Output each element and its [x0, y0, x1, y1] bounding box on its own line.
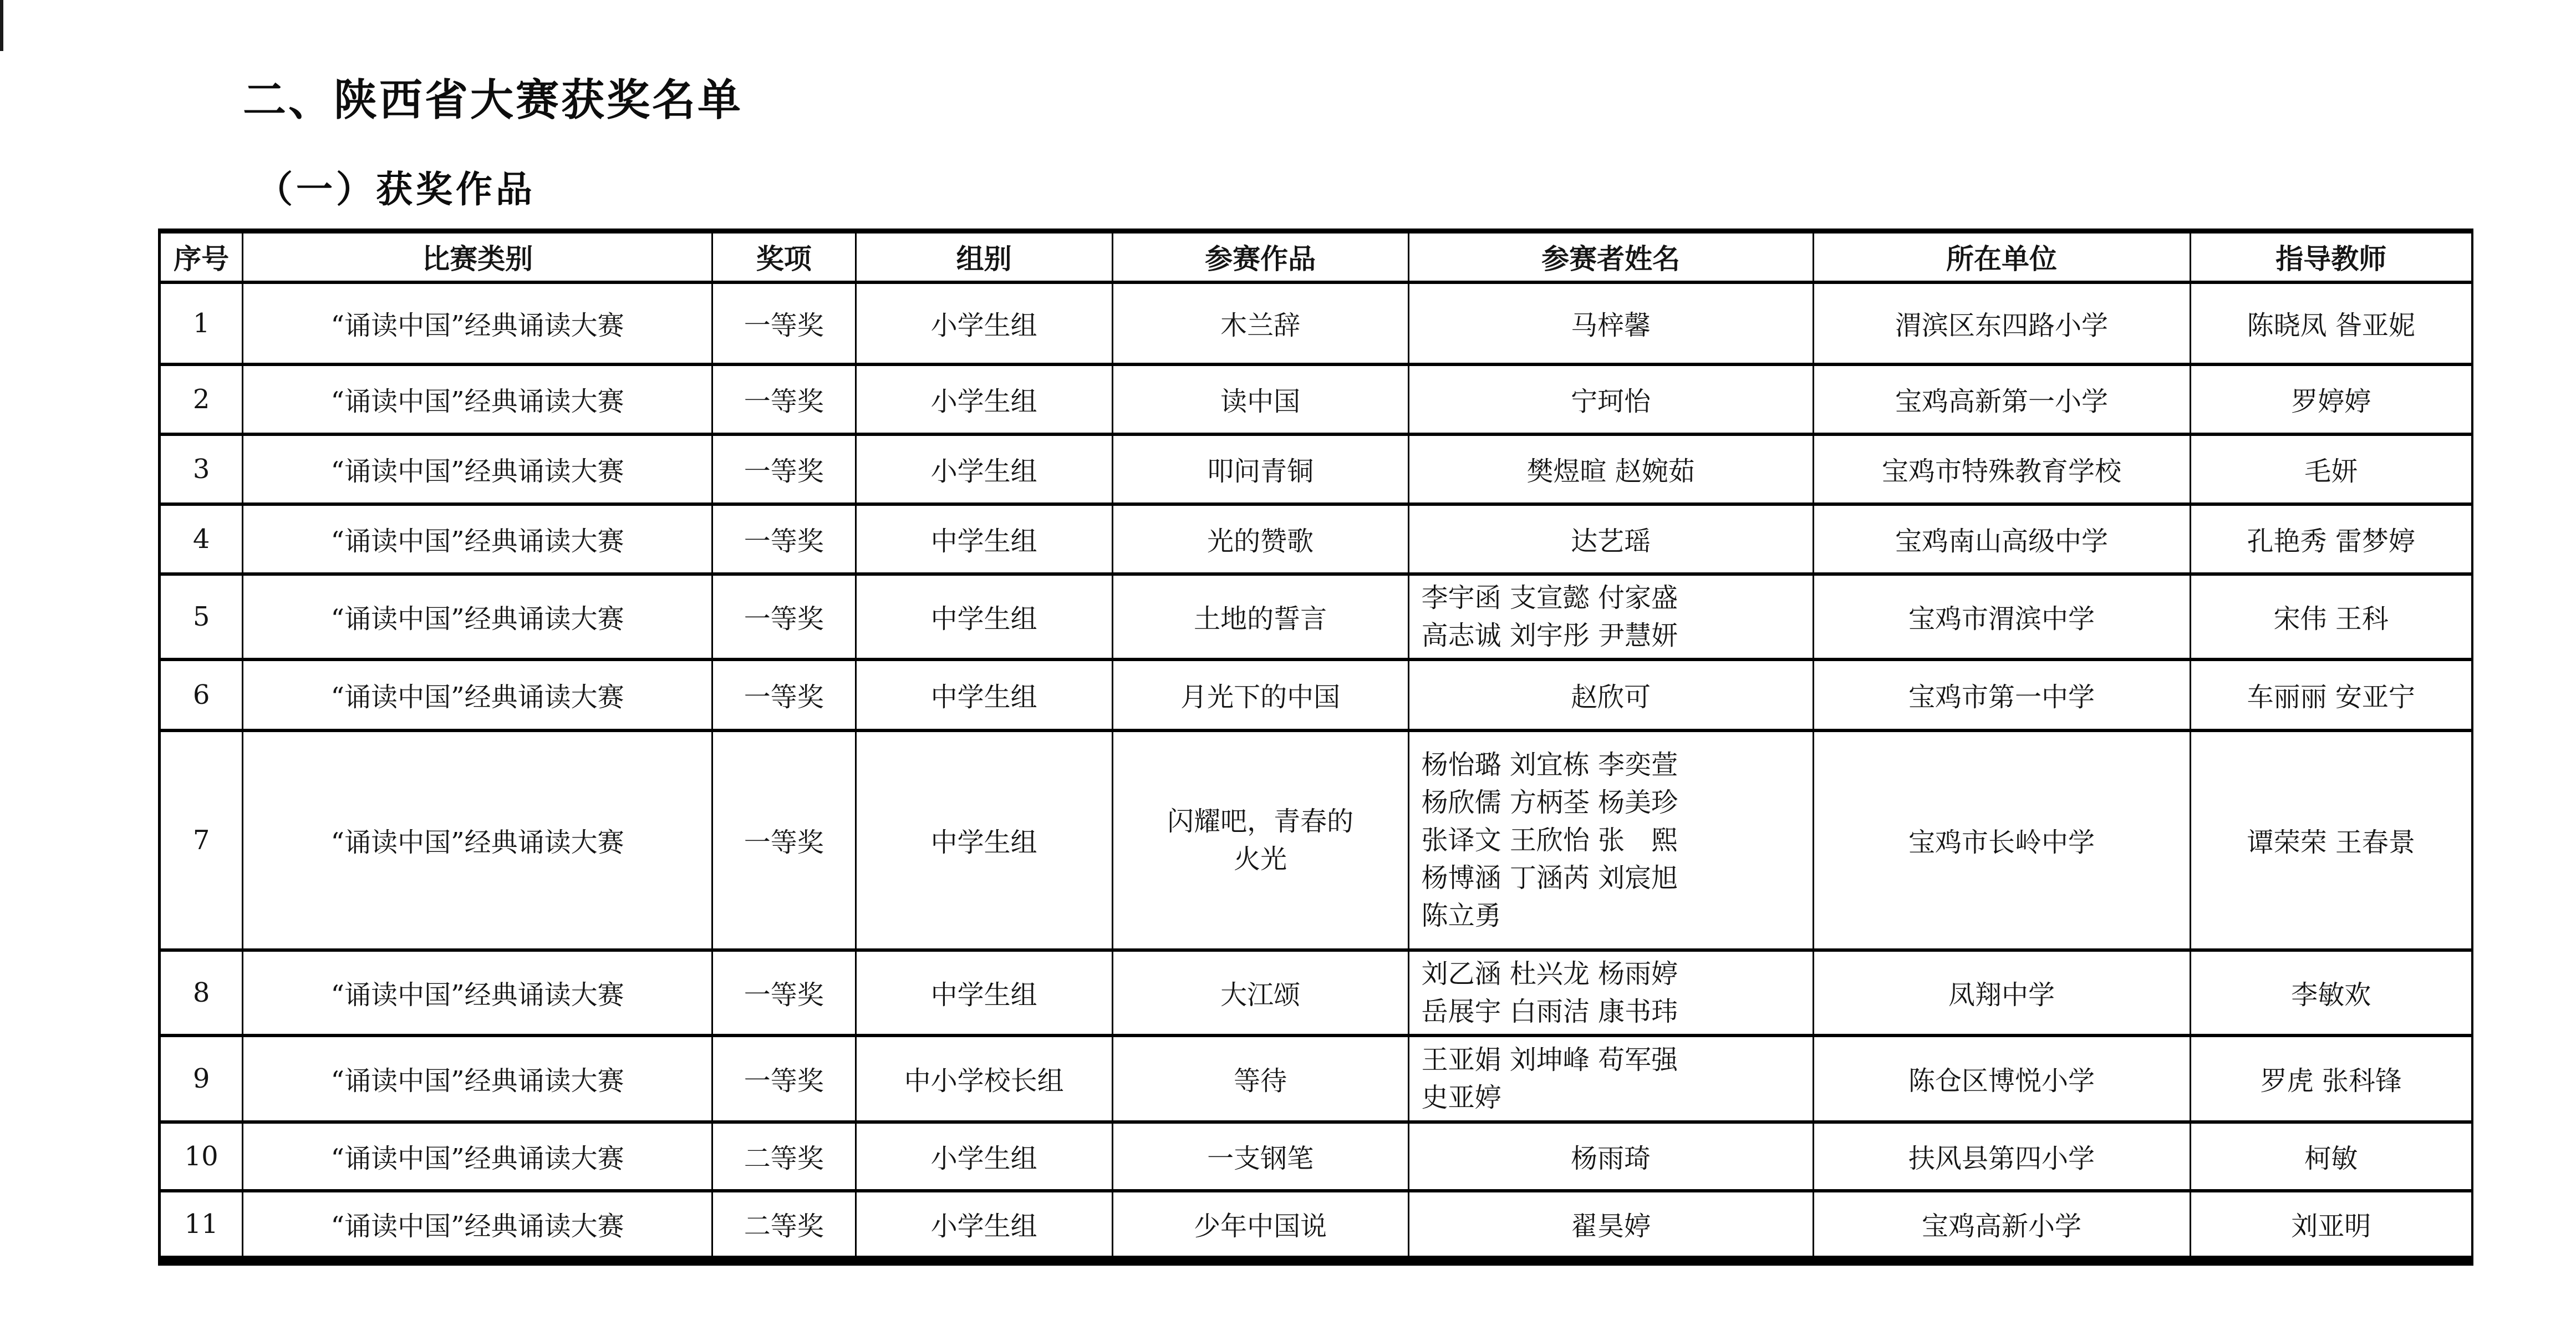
awards-table-header [160, 231, 2473, 282]
cell-no: 9 [160, 1035, 243, 1122]
cell-category: “诵读中国”经典诵读大赛 [243, 574, 712, 659]
cell-unit: 陈仓区博悦小学 [1813, 1035, 2190, 1122]
cell-award: 二等奖 [712, 1122, 856, 1191]
cell-unit: 渭滨区东四路小学 [1813, 282, 2190, 364]
cell-names: 王亚娟 刘坤峰 苟军强 史亚婷 [1408, 1035, 1813, 1122]
cell-no: 10 [160, 1122, 243, 1191]
cell-no: 2 [160, 364, 243, 434]
cell-no: 5 [160, 574, 243, 659]
cell-names: 马梓馨 [1408, 282, 1813, 364]
cell-group: 中学生组 [856, 659, 1112, 730]
cell-teachers: 车丽丽 安亚宁 [2190, 659, 2472, 730]
cell-group: 小学生组 [856, 364, 1112, 434]
table-row [160, 282, 2473, 364]
cell-no: 11 [160, 1191, 243, 1261]
table-body [160, 282, 2473, 1261]
cell-category: “诵读中国”经典诵读大赛 [243, 1122, 712, 1191]
cell-group: 小学生组 [856, 434, 1112, 504]
cell-teachers: 孔艳秀 雷梦婷 [2190, 504, 2472, 574]
header-category: 比赛类别 [243, 231, 712, 282]
header-unit: 所在单位 [1813, 231, 2190, 282]
cell-unit: 宝鸡南山高级中学 [1813, 504, 2190, 574]
section-title: 二、陕西省大赛获奖名单 [243, 75, 744, 125]
cell-teachers: 谭荣荣 王春景 [2190, 730, 2472, 950]
cell-work: 闪耀吧，青春的 火光 [1112, 730, 1408, 950]
cell-unit: 宝鸡高新第一小学 [1813, 364, 2190, 434]
cell-teachers: 李敏欢 [2190, 950, 2472, 1035]
table-row [160, 1122, 2473, 1191]
cell-group: 中学生组 [856, 950, 1112, 1035]
cell-unit: 凤翔中学 [1813, 950, 2190, 1035]
cell-category: “诵读中国”经典诵读大赛 [243, 504, 712, 574]
cell-teachers: 毛妍 [2190, 434, 2472, 504]
cell-category: “诵读中国”经典诵读大赛 [243, 434, 712, 504]
cell-names: 杨怡璐 刘宜栋 李奕萱 杨欣儒 方柄荃 杨美珍 张译文 王欣怡 张 熙 杨博涵 丁涵芮 刘宸旭 陈立勇 [1408, 730, 1813, 950]
cell-category: “诵读中国”经典诵读大赛 [243, 364, 712, 434]
cell-unit: 宝鸡市长岭中学 [1813, 730, 2190, 950]
cell-unit: 宝鸡市特殊教育学校 [1813, 434, 2190, 504]
cell-work: 木兰辞 [1112, 282, 1408, 364]
cell-names: 李宇函 支宣懿 付家盛 高志诚 刘宇彤 尹慧妍 [1408, 574, 1813, 659]
cell-work: 读中国 [1112, 364, 1408, 434]
cell-award: 一等奖 [712, 730, 856, 950]
cell-no: 4 [160, 504, 243, 574]
awards-table [158, 229, 2473, 1266]
cell-unit: 宝鸡高新小学 [1813, 1191, 2190, 1261]
header-no: 序号 [160, 231, 243, 282]
cell-work: 少年中国说 [1112, 1191, 1408, 1261]
cell-no: 6 [160, 659, 243, 730]
header-teachers: 指导教师 [2190, 231, 2472, 282]
table-row [160, 504, 2473, 574]
cell-names: 赵欣可 [1408, 659, 1813, 730]
header-award: 奖项 [712, 231, 856, 282]
header-group: 组别 [856, 231, 1112, 282]
cell-award: 一等奖 [712, 950, 856, 1035]
cell-names: 刘乙涵 杜兴龙 杨雨婷 岳展宇 白雨洁 康书玮 [1408, 950, 1813, 1035]
cell-no: 8 [160, 950, 243, 1035]
cell-work: 一支钢笔 [1112, 1122, 1408, 1191]
cell-work: 叩问青铜 [1112, 434, 1408, 504]
cell-category: “诵读中国”经典诵读大赛 [243, 1191, 712, 1261]
table-row [160, 1191, 2473, 1261]
cell-group: 小学生组 [856, 282, 1112, 364]
cell-names: 杨雨琦 [1408, 1122, 1813, 1191]
cell-group: 中学生组 [856, 574, 1112, 659]
cell-award: 一等奖 [712, 364, 856, 434]
cell-teachers: 柯敏 [2190, 1122, 2472, 1191]
cell-names: 翟昊婷 [1408, 1191, 1813, 1261]
cell-teachers: 罗婷婷 [2190, 364, 2472, 434]
cell-work: 月光下的中国 [1112, 659, 1408, 730]
cell-names: 宁珂怡 [1408, 364, 1813, 434]
cell-names: 樊煜暄 赵婉茹 [1408, 434, 1813, 504]
header-work: 参赛作品 [1112, 231, 1408, 282]
cell-group: 中学生组 [856, 504, 1112, 574]
cell-work: 等待 [1112, 1035, 1408, 1122]
cell-group: 中小学校长组 [856, 1035, 1112, 1122]
table-row [160, 659, 2473, 730]
table-row [160, 730, 2473, 950]
cell-unit: 宝鸡市第一中学 [1813, 659, 2190, 730]
table-row [160, 1035, 2473, 1122]
cell-no: 7 [160, 730, 243, 950]
cell-award: 二等奖 [712, 1191, 856, 1261]
cell-teachers: 罗虎 张科锋 [2190, 1035, 2472, 1122]
table-row [160, 434, 2473, 504]
cell-category: “诵读中国”经典诵读大赛 [243, 282, 712, 364]
cell-category: “诵读中国”经典诵读大赛 [243, 950, 712, 1035]
header-names: 参赛者姓名 [1408, 231, 1813, 282]
cell-award: 一等奖 [712, 434, 856, 504]
cell-no: 1 [160, 282, 243, 364]
cell-unit: 宝鸡市渭滨中学 [1813, 574, 2190, 659]
cell-work: 大江颂 [1112, 950, 1408, 1035]
cell-category: “诵读中国”经典诵读大赛 [243, 659, 712, 730]
cell-award: 一等奖 [712, 574, 856, 659]
cell-no: 3 [160, 434, 243, 504]
cell-names: 达艺瑶 [1408, 504, 1813, 574]
header-row [160, 231, 2473, 282]
cell-award: 一等奖 [712, 282, 856, 364]
cell-teachers: 陈晓凤 昝亚妮 [2190, 282, 2472, 364]
table-row [160, 950, 2473, 1035]
table-row [160, 364, 2473, 434]
cell-group: 小学生组 [856, 1191, 1112, 1261]
scan-edge-artifact [0, 0, 3, 51]
cell-teachers: 刘亚明 [2190, 1191, 2472, 1261]
cell-award: 一等奖 [712, 504, 856, 574]
cell-work: 土地的誓言 [1112, 574, 1408, 659]
subsection-title: （一）获奖作品 [256, 167, 536, 211]
cell-unit: 扶风县第四小学 [1813, 1122, 2190, 1191]
cell-award: 一等奖 [712, 1035, 856, 1122]
cell-category: “诵读中国”经典诵读大赛 [243, 730, 712, 950]
cell-work: 光的赞歌 [1112, 504, 1408, 574]
cell-award: 一等奖 [712, 659, 856, 730]
cell-category: “诵读中国”经典诵读大赛 [243, 1035, 712, 1122]
cell-teachers: 宋伟 王科 [2190, 574, 2472, 659]
table-row [160, 574, 2473, 659]
cell-group: 小学生组 [856, 1122, 1112, 1191]
cell-group: 中学生组 [856, 730, 1112, 950]
